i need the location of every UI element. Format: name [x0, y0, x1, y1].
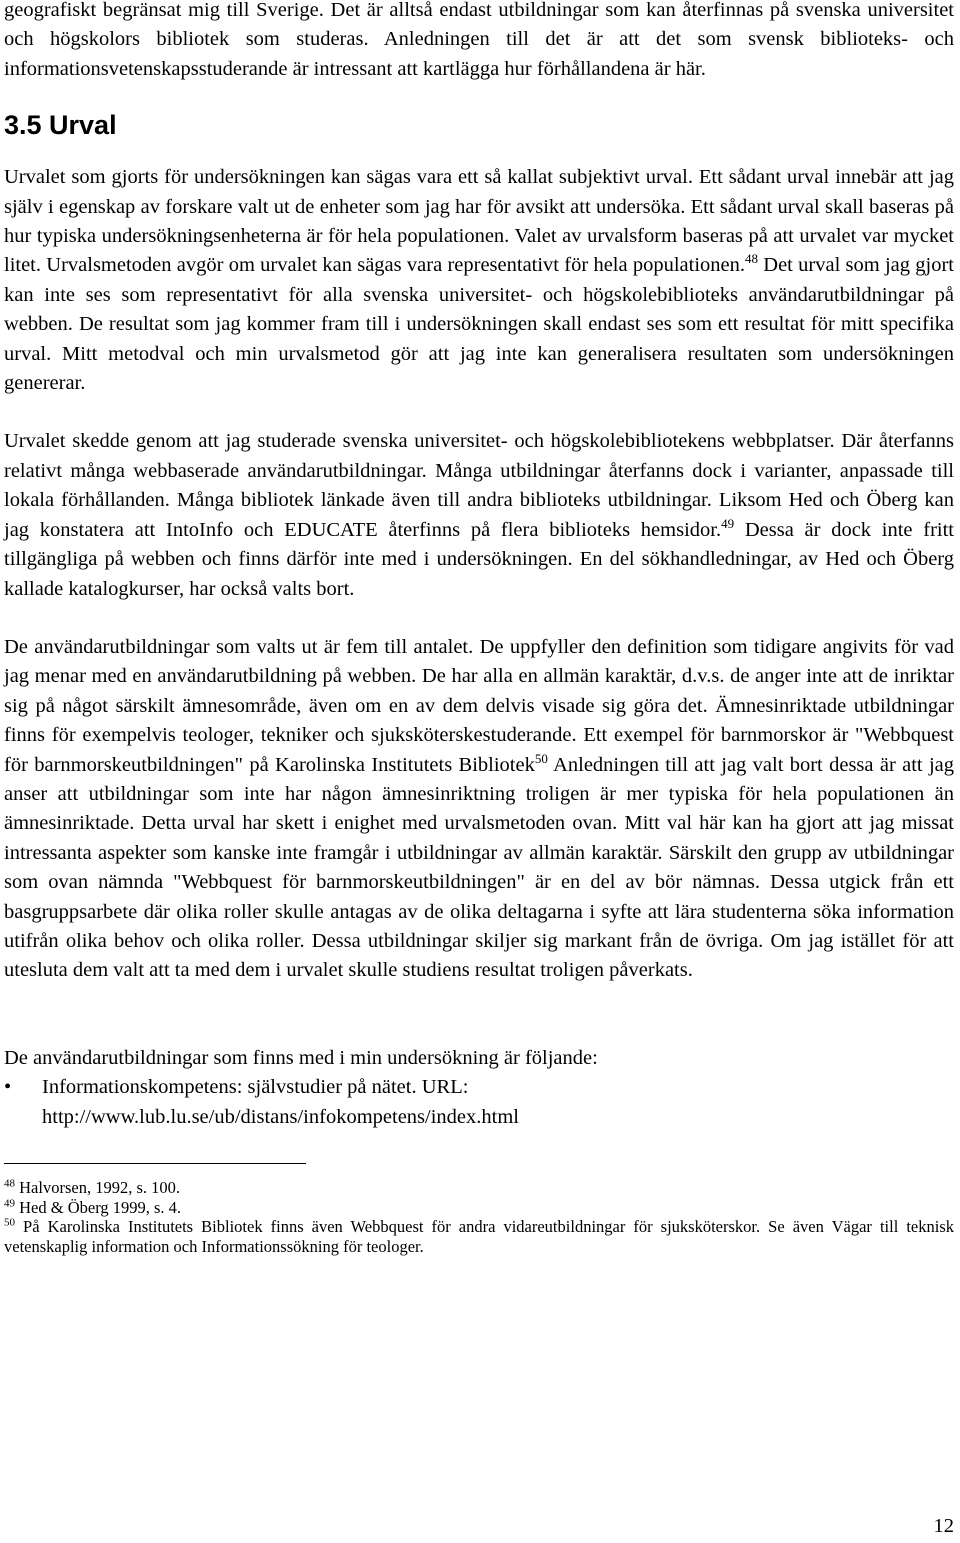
paragraph-urval-subjektivt [4, 163, 954, 398]
paragraph-fem-utbildningar [4, 633, 954, 986]
bullet-list [4, 1073, 954, 1132]
footnote-text: På Karolinska Institutets Bibliotek finns även Webbquest för andra vidareutbildningar för sjuksköterskor. Se även Vägar till teknisk vetenskaplig information och Informationssökning för teologer. [4, 1217, 954, 1256]
paragraph-text: Dessa är dock inte fritt tillgängliga på webben och finns därför inte med i undersökningen. En del sökhandledningar, av Hed och Öberg kallade katalogkurser, har också valts bort. [4, 518, 954, 600]
paragraph-text: De användarutbildningar som valts ut är fem till antalet. De uppfyller den definition som tidigare angivits för vad jag menar med en användarutbildning på webben. De har alla en allmän karaktär, d.v.s. de anger inte att de inriktar sig på något särskilt ämnesområde, även om en av dem delvis visade sig göra det. Ämnesinriktade utbildningar finns för exempelvis teologer, tekniker och sjuksköterskestuderande. Ett exempel för barnmorskor är "Webbquest för barnmorskeutbildningen" på Karolinska Institutets Bibliotek [4, 635, 954, 776]
footnote-text: Halvorsen, 1992, s. 100. [15, 1178, 180, 1197]
footnote-49 [4, 1198, 954, 1218]
list-item [4, 1073, 954, 1132]
page-number: 12 [933, 1515, 954, 1537]
list-item-title: Informationskompetens: självstudier på nätet. URL: [42, 1076, 469, 1099]
footnote-48 [4, 1178, 954, 1198]
footnote-number: 50 [4, 1216, 15, 1229]
bullet-icon: • [4, 1076, 12, 1099]
paragraph-text: Det urval som jag gjort kan inte ses som representativt för alla svenska universitet- och högskolebiblioteks användarutbildningar på webben. De resultat som jag kommer fram till i undersökningen skall endast ses som ett resultat för mitt specifika urval. Mitt metodval och min urvalsmetod gör att jag inte kan generalisera resultaten som undersökningen genererar. [4, 254, 955, 395]
intro-paragraph: geografiskt begränsat mig till Sverige. Det är alltså endast utbildningar som kan återfinnas på svenska universitet och högskolors bibliotek som studeras. Anledningen till det är att det som svensk biblioteks- och informationsvetenskapsstuderande är intressant att kartlägga hur förhållandena är här. [4, 0, 954, 80]
footnote-number: 49 [4, 1197, 15, 1209]
footnote-ref-49[interactable]: 49 [721, 515, 735, 531]
list-item-url[interactable]: http://www.lub.lu.se/ub/distans/infokompetens/index.html [42, 1105, 519, 1128]
footnote-number: 48 [4, 1177, 15, 1190]
document-page [4, 0, 954, 1256]
section-heading: 3.5 Urval [4, 110, 117, 141]
paragraph-urval-webbplatser [4, 427, 954, 603]
footnote-divider [4, 1163, 306, 1164]
paragraph-text: Urvalet skedde genom att jag studerade svenska universitet- och högskolebibliotekens webbplatser. Där återfanns relativt många webbaserade användarutbildningar. Många utbildningar återfanns dock i varianter, anpassade till lokala förhållanden. Många bibliotek länkade även till andra biblioteks utbildningar. Liksom Hed och Öberg kan jag konstatera att IntoInfo och EDUCATE återfinns på flera biblioteks hemsidor. [4, 430, 954, 541]
footnote-ref-48[interactable]: 48 [745, 251, 759, 267]
footnote-text: Hed & Öberg 1999, s. 4. [15, 1197, 182, 1217]
list-intro: De användarutbildningar som finns med i min undersökning är följande: [4, 1046, 598, 1069]
footnote-ref-50[interactable]: 50 [534, 750, 548, 766]
paragraph-text: Anledningen till att jag valt bort dessa är att jag anser att utbildningar som inte har någon ämnesinriktning troligen är mer typiska för hela populationen än ämnesinriktade. Detta urval har skett i enighet med urvalsmetoden ovan. Mitt val här kan ha gjort att jag missat intressanta aspekter som kanske inte framgår i utbildningar av allmän karaktär. Särskilt den grupp av utbildningar som ovan nämnda "Webbquest för barnmorskeutbildningen" är en del av bör nämnas. Dessa utgick från ett basgruppsarbete där olika roller skulle antagas av de olika deltagarna i syfte att lära studenterna söka information utifrån olika behov och olika roller. Dessa utbildningar skiljer sig markant från de övriga. Om jag istället för att utesluta dem valt att ta med dem i urvalet skulle studiens resultat troligen påverkats. [4, 753, 954, 982]
footnote-50 [4, 1217, 954, 1256]
paragraph-text: Urvalet som gjorts för undersökningen kan sägas vara ett så kallat subjektivt urval. Ett sådant urval innebär att jag själv i egenskap av forskare valt ut de enheter som jag har för avsikt att undersöka. Ett sådant urval skall baseras på hur typiska undersökningsenheterna är för hela populationen. Valet av urvalsform baseras på att urvalet var mycket litet. Urvalsmetoden avgör om urvalet kan sägas vara representativt för hela populationen. [4, 166, 954, 277]
